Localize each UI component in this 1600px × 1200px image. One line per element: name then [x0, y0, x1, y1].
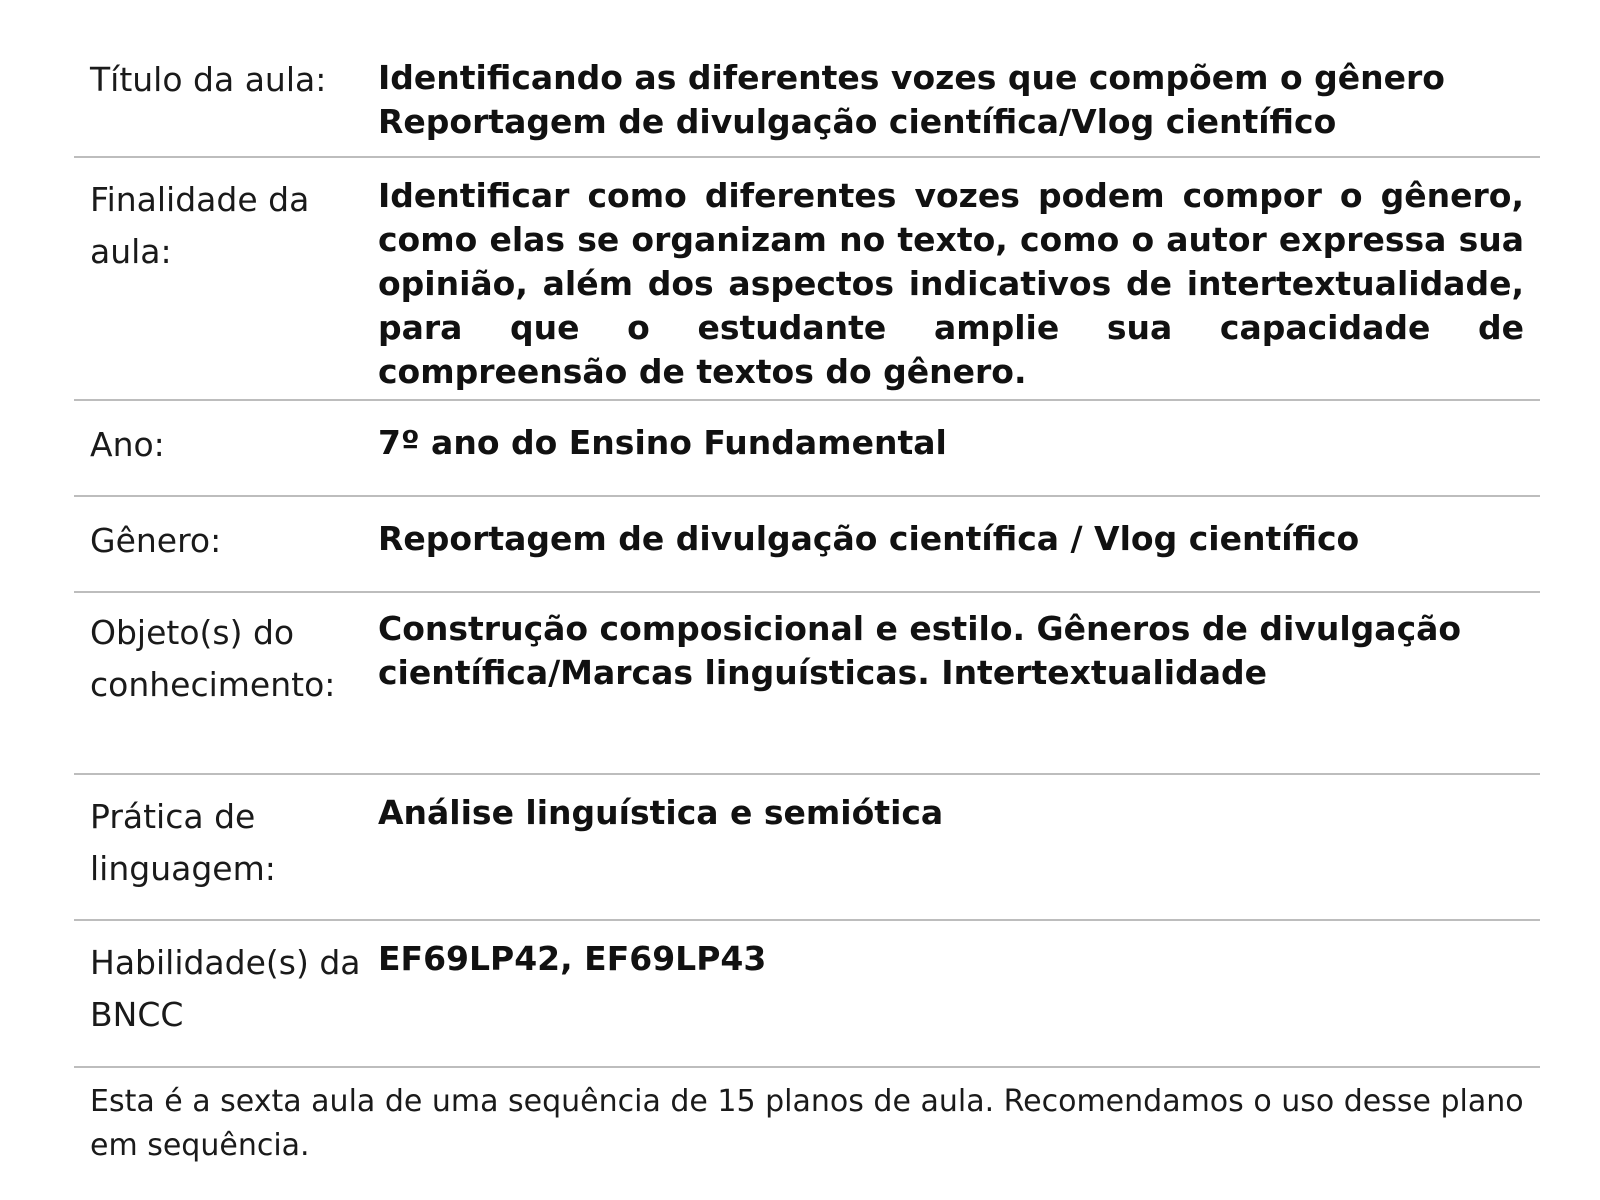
row-pratica: [74, 775, 1540, 921]
label-ano: Ano:: [90, 425, 165, 464]
value-pratica: Análise linguística e semiótica: [378, 793, 944, 832]
value-genero: Reportagem de divulgação científica / Vlog científico: [378, 519, 1360, 558]
label-objetos: Objeto(s) do conhecimento:: [90, 613, 336, 704]
row-finalidade: [74, 158, 1540, 401]
label-genero: Gênero:: [90, 521, 222, 560]
row-genero: [74, 497, 1540, 593]
label-titulo: Título da aula:: [90, 60, 327, 99]
value-ano: 7º ano do Ensino Fundamental: [378, 423, 947, 462]
value-titulo: Identificando as diferentes vozes que compõem o gênero Reportagem de divulgação científica/Vlog científico: [378, 58, 1445, 141]
row-ano: [74, 401, 1540, 497]
label-finalidade: Finalidade da aula:: [90, 180, 310, 271]
value-finalidade: Identificar como diferentes vozes podem compor o gênero, como elas se organizam no texto, como o autor expressa sua opinião, além dos aspectos indicativos de intertextualidade, para que o estudante amplie sua capacidade de compreensão de textos do gênero.: [378, 176, 1524, 391]
value-objetos: Construção composicional e estilo. Gêneros de divulgação científica/Marcas linguísticas. Intertextualidade: [378, 609, 1462, 692]
sequence-note: Esta é a sexta aula de uma sequência de 15 planos de aula. Recomendamos o uso desse plano em sequência.: [90, 1084, 1524, 1163]
row-objetos: [74, 593, 1540, 775]
label-habilidades: Habilidade(s) da BNCC: [90, 943, 361, 1034]
row-titulo: [74, 0, 1540, 158]
lesson-plan-table: [74, 0, 1540, 1168]
value-habilidades: EF69LP42, EF69LP43: [378, 939, 767, 978]
row-habilidades: [74, 921, 1540, 1068]
label-pratica: Prática de linguagem:: [90, 797, 276, 888]
